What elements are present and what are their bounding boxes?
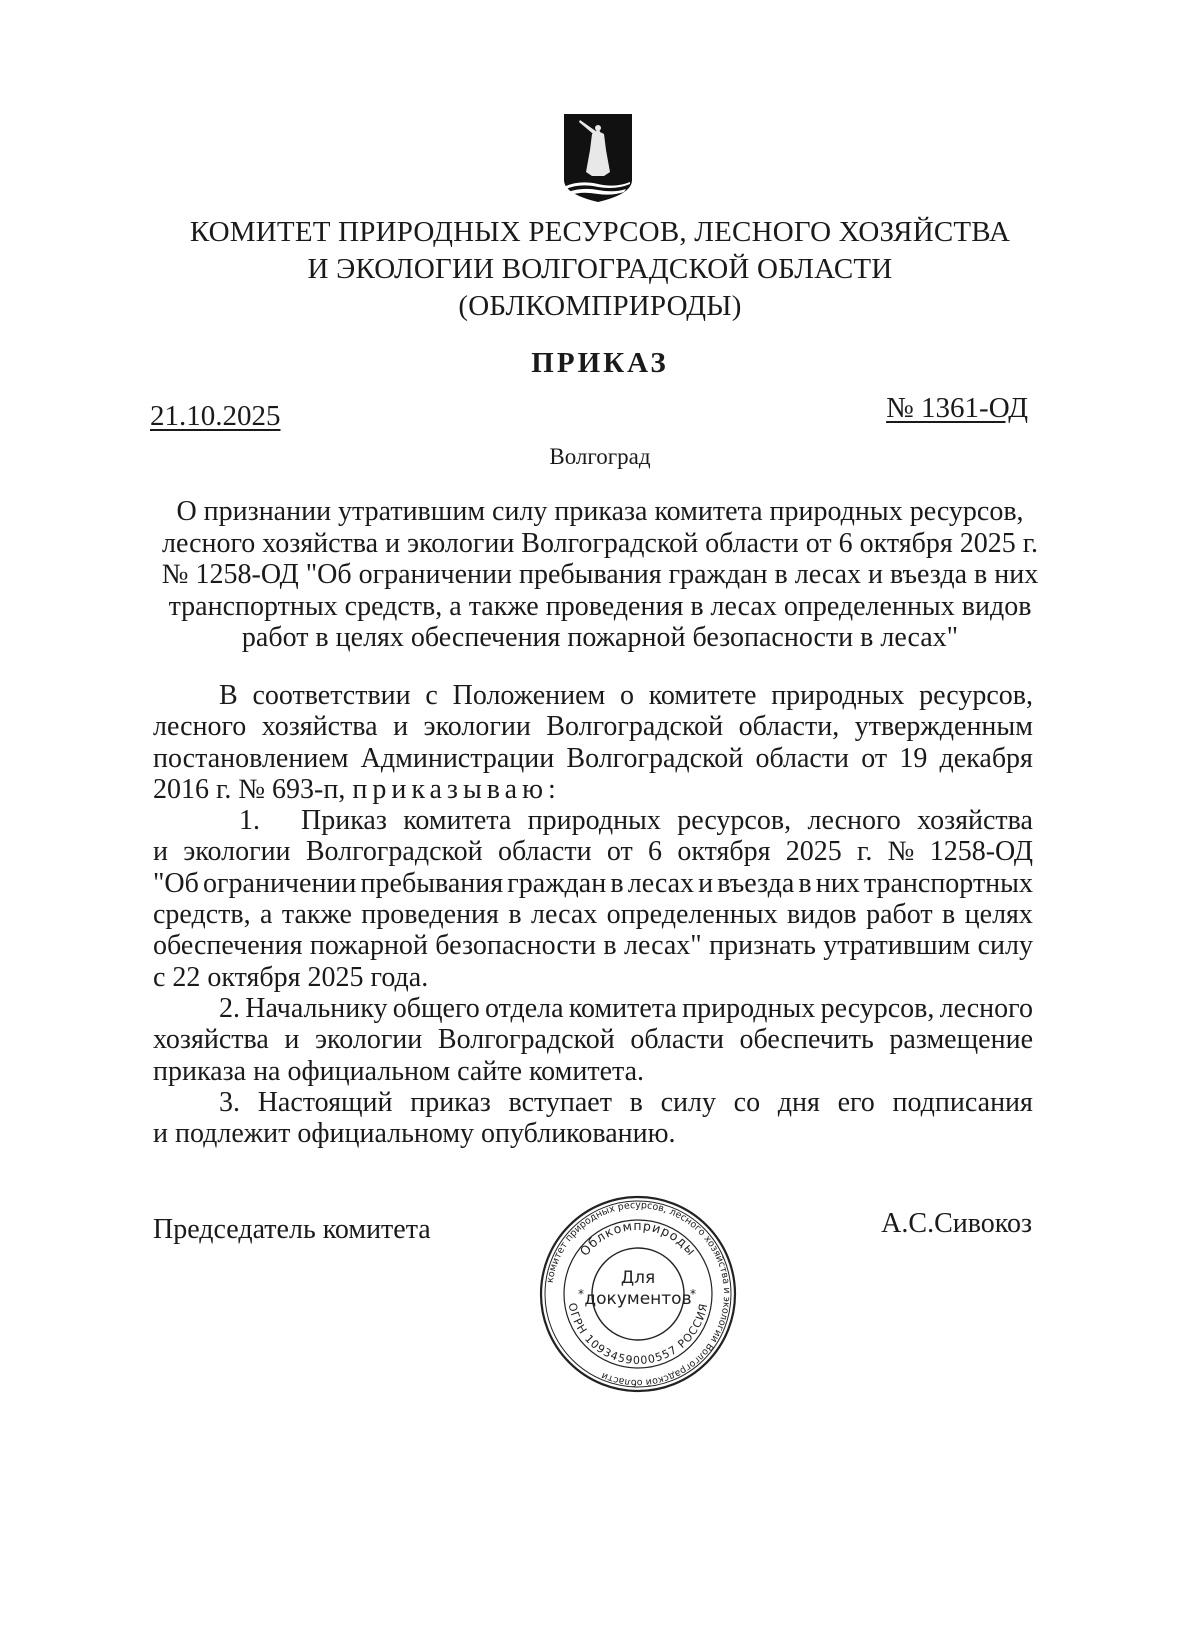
body-word: в <box>629 1086 643 1118</box>
body-word: 3. <box>219 1086 240 1118</box>
stamp-center-line: Для <box>620 1268 656 1288</box>
body-word: экологии <box>315 1024 423 1056</box>
body-line: и подлежит официальному опубликованию. <box>153 1118 676 1150</box>
body-text-spaced: приказываю: <box>352 773 561 805</box>
body-word: и <box>284 1024 300 1056</box>
body-word: от <box>861 742 888 774</box>
body-word: утвержденным <box>854 711 1033 743</box>
body-line <box>153 680 1033 711</box>
body-word: въезда <box>717 867 795 899</box>
body-word: от <box>606 836 633 868</box>
body-word: хозяйства <box>917 805 1033 837</box>
body-line <box>153 1024 1033 1055</box>
stamp-middle-bottom-text: ОГРН 1093459000557 РОССИЯ <box>565 1301 711 1368</box>
body-word: подписания <box>892 1086 1033 1118</box>
body-line <box>153 711 1033 742</box>
official-stamp <box>538 1194 738 1394</box>
body-word: области <box>630 1024 724 1056</box>
stamp-middle-top-text: Облкомприроды <box>576 1217 700 1259</box>
body-word: октября <box>677 836 771 868</box>
body-text: 2016 г. № 693-п, <box>153 773 353 805</box>
body-word: Положением <box>452 680 606 711</box>
body-word: экологии <box>423 711 531 743</box>
body-word: отдела <box>484 992 564 1024</box>
body-word: силу <box>977 930 1033 962</box>
body-word: Волгоградской <box>566 742 744 774</box>
stamp-star-left: * <box>578 1287 584 1301</box>
document-subject <box>150 496 1050 654</box>
body-word: 2. <box>219 992 240 1024</box>
body-line <box>153 805 1033 836</box>
body-word: определенных <box>606 899 778 931</box>
body-word: хозяйства <box>153 1024 269 1056</box>
body-line <box>153 774 1033 805</box>
body-word: средств, <box>153 899 251 931</box>
stamp-star-right: * <box>690 1287 696 1301</box>
body-word: хозяйства <box>261 711 378 743</box>
body-word: Приказ <box>301 805 387 837</box>
organization-header <box>140 214 1060 325</box>
body-word: целях <box>964 899 1033 931</box>
body-word: постановлением <box>153 742 349 774</box>
body-word: и <box>393 711 409 743</box>
body-line <box>153 930 1033 961</box>
body-word: Волгоградской <box>546 711 724 743</box>
body-word: 2025 <box>785 836 842 868</box>
stamp-outer-text: комитет природных ресурсов, лесного хозяйства и экологии Волгоградской области <box>544 1199 733 1389</box>
body-word: и <box>698 867 714 899</box>
body-line <box>153 993 1033 1024</box>
body-word: лесного <box>807 805 901 837</box>
body-word: г. <box>857 836 873 868</box>
org-name-line: И ЭКОЛОГИИ ВОЛГОГРАДСКОЙ ОБЛАСТИ <box>307 253 893 285</box>
body-word: комитета <box>403 805 512 837</box>
body-word: о <box>620 680 634 711</box>
document-city: Волгоград <box>549 444 651 469</box>
body-line-words <box>301 805 1033 836</box>
body-word: них <box>815 867 860 899</box>
body-word: транспортных <box>863 867 1033 899</box>
subject-line: работ в целях обеспечения пожарной безопасности в лесах" <box>241 622 959 653</box>
item-number: 1. <box>239 805 260 837</box>
body-word: лесах <box>530 899 598 931</box>
body-word: соответствии <box>252 680 411 711</box>
document-date: 21.10.2025 <box>150 400 281 432</box>
subject-line: лесного хозяйства и экологии Волгоградской области от 6 октября 2025 г. <box>161 527 1039 559</box>
body-word: комитета <box>568 992 677 1024</box>
body-line <box>153 868 1033 899</box>
body-line <box>153 899 1033 930</box>
body-word: природных <box>682 992 816 1024</box>
body-word: в <box>610 867 624 899</box>
org-short-name: (ОБЛКОМПРИРОДЫ) <box>458 290 742 322</box>
body-word: природных <box>771 680 905 711</box>
stamp-center-text <box>538 1268 738 1310</box>
body-word: также <box>281 899 352 931</box>
signer-title: Председатель комитета <box>153 1214 431 1245</box>
body-word: утратившим <box>823 930 971 962</box>
body-word: "Об <box>153 867 199 899</box>
body-word: работ <box>866 899 933 931</box>
body-word: Настоящий <box>257 1086 393 1118</box>
body-word: а <box>260 899 273 931</box>
stamp-center-line: документов <box>584 1289 692 1309</box>
body-word: вступает <box>508 1086 612 1118</box>
body-word: ресурсов, <box>820 992 935 1024</box>
coat-of-arms-icon <box>560 110 636 206</box>
body-word: 1258-ОД <box>929 836 1033 868</box>
document-type: ПРИКАЗ <box>531 347 669 379</box>
body-word: Волгоградской <box>437 1024 615 1056</box>
subject-line: О признании утратившим силу приказа комитета природных ресурсов, <box>176 496 1024 527</box>
body-word: комитете <box>648 680 757 711</box>
body-word: видов <box>786 899 857 931</box>
body-word: Администрации <box>360 742 555 774</box>
body-word: его <box>837 1086 875 1118</box>
document-body <box>153 680 1033 1149</box>
body-word: № <box>887 836 915 868</box>
body-word: обеспечения <box>153 930 303 962</box>
subject-line: № 1258-ОД "Об ограничении пребывания граждан в лесах и въезда в них <box>161 559 1039 590</box>
body-word: 19 <box>899 742 928 774</box>
body-word: области, <box>738 711 840 743</box>
body-word: общего <box>392 992 480 1024</box>
body-word: лесного <box>939 992 1033 1024</box>
body-word: области <box>755 742 850 774</box>
body-word: признать <box>709 930 816 962</box>
body-line <box>153 1087 1033 1118</box>
document-number: № 1361-ОД <box>886 392 1028 424</box>
body-word: и <box>153 836 168 868</box>
body-word: приказ <box>410 1086 491 1118</box>
body-word: 6 <box>648 836 663 868</box>
body-word: лесах" <box>624 930 702 962</box>
body-word: со <box>733 1086 761 1118</box>
body-word: декабря <box>939 742 1033 774</box>
body-word: Волгоградской <box>305 836 483 868</box>
body-word: граждан <box>507 867 607 899</box>
body-word: пребывания <box>360 867 504 899</box>
body-word: с <box>425 680 438 711</box>
body-word: пожарной <box>309 930 428 962</box>
subject-line: транспортных средств, а также проведения в лесах определенных видов <box>168 590 1032 622</box>
body-word: лесах <box>627 867 695 899</box>
body-line <box>153 743 1033 774</box>
body-word: дня <box>777 1086 820 1118</box>
body-word: ресурсов, <box>677 805 792 837</box>
body-word: в <box>508 899 522 931</box>
body-word: природных <box>527 805 661 837</box>
body-word: размещение <box>889 1024 1033 1056</box>
body-word: обеспечить <box>739 1024 874 1056</box>
body-word: лесного <box>153 711 247 743</box>
body-word: В <box>219 680 238 711</box>
body-word: в <box>942 899 956 931</box>
body-word: в <box>798 867 812 899</box>
body-line: приказа на официальном сайте комитета. <box>153 1055 645 1087</box>
body-word: безопасности <box>435 930 597 962</box>
body-word: проведения <box>361 899 499 931</box>
org-name-line: КОМИТЕТ ПРИРОДНЫХ РЕСУРСОВ, ЛЕСНОГО ХОЗЯЙСТВА <box>189 216 1011 248</box>
body-line <box>153 836 1033 867</box>
body-word: экологии <box>183 836 291 868</box>
signer-name: А.С.Сивокоз <box>881 1208 1032 1239</box>
body-line: с 22 октября 2025 года. <box>153 961 429 993</box>
body-word: в <box>603 930 617 962</box>
body-word: силу <box>660 1086 716 1118</box>
body-word: области <box>497 836 592 868</box>
body-word: ресурсов, <box>919 680 1033 711</box>
body-word: Начальнику <box>245 992 388 1024</box>
body-word: ограничении <box>203 867 357 899</box>
